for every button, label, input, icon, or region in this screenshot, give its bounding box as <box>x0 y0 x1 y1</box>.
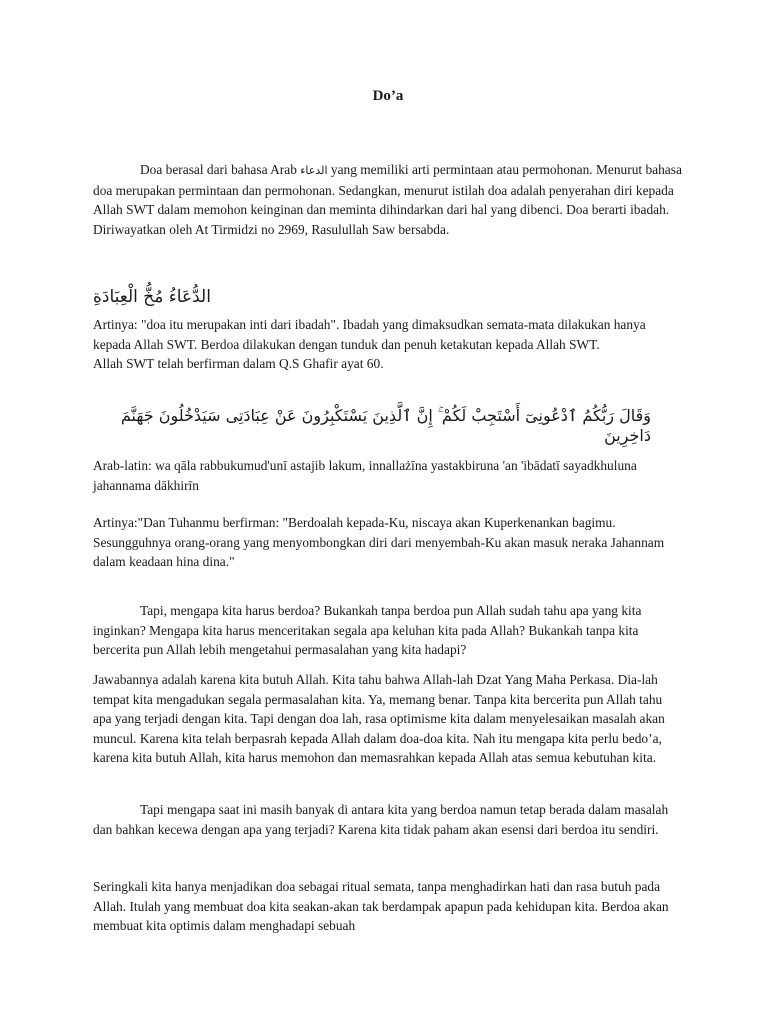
hadith-arabic: الدُّعَاءُ مُخُّ الْعِبَادَةِ <box>93 287 211 307</box>
hadith-meaning <box>93 315 683 374</box>
verse-arabic: وَقَالَ رَبُّكُمُ ٱدْعُونِىٓ أَسْتَجِبْ لَكُمْ ۚ إِنَّ ٱلَّذِينَ يَسْتَكْبِرُونَ عَنْ عِبَادَتِى سَيَدْخُلُونَ جَهَنَّمَ دَاخِرِينَ <box>120 406 651 445</box>
intro-arabic-word: الدعاء <box>300 164 328 177</box>
paragraph-2: Jawabannya adalah karena kita butuh Allah. Kita tahu bahwa Allah-lah Dzat Yang Maha Perkasa. Dia-lah tempat kita mengadukan segala permasalahan kita. Ya, memang benar. Tanpa kita bercerita pun Allah tahu apa yang terjadi dengan kita. Tapi dengan doa lah, rasa optimisme kita dalam menyelesaikan masalah akan muncul. Karena kita telah berpasrah kepada Allah dalam doa-doa kita. Nah itu mengapa kita perlu bedo’a, karena kita butuh Allah, kita harus memohon dan memasrahkan kepada Allah atas semua kebutuhan kita. <box>93 672 665 765</box>
paragraph-4: Seringkali kita hanya menjadikan doa sebagai ritual semata, tanpa menghadirkan hati dan rasa butuh pada Allah. Itulah yang membuat doa kita seakan-akan tak berdampak apapun pada kehidupan kita. Berdoa akan membuat kita optimis dalam menghadapi sebuah <box>93 879 669 933</box>
intro-paragraph <box>93 160 683 239</box>
arab-latin: Arab-latin: wa qāla rabbukumud'unī astajib lakum, innallażīna yastakbiruna 'an 'ibādatī sayadkhuluna jahannama dākhirīn <box>93 458 637 493</box>
verse-meaning: Artinya:"Dan Tuhanmu berfirman: "Berdoalah kepada-Ku, niscaya akan Kuperkenankan bagimu. Sesungguhnya orang-orang yang menyombongkan diri dari menyembah-Ku akan masuk neraka Jahannam dalam keadaan hina dina." <box>93 515 665 569</box>
paragraph-1: Tapi, mengapa kita harus berdoa? Bukankah tanpa berdoa pun Allah sudah tahu apa yang kita inginkan? Mengapa kita harus menceritakan segala apa keluhan kita pada Allah? Bukankah tanpa kita bercerita pun Allah lebih mengetahui permasalahan yang kita hadapi? <box>93 603 642 657</box>
hadith-meaning-text: Artinya: "doa itu merupakan inti dari ibadah". Ibadah yang dimaksudkan semata-mata dilakukan hanya kepada Allah SWT. Berdoa dilakukan dengan tunduk dan penuh ketakutan kepada Allah SWT. <box>93 317 646 352</box>
intro-text-after: yang memiliki arti permintaan atau permohonan. Menurut bahasa doa merupakan permintaan dan permohonan. Sedangkan, menurut istilah doa adalah penyerahan diri kepada Allah SWT dalam memohon keinginan dan meminta dihindarkan dari hal yang dibenci. Doa berarti ibadah. Diriwayatkan oleh At Tirmidzi no 2969, Rasulullah Saw bersabda. <box>93 162 682 237</box>
verse-intro-text: Allah SWT telah berfirman dalam Q.S Ghafir ayat 60. <box>93 356 384 371</box>
paragraph-3: Tapi mengapa saat ini masih banyak di antara kita yang berdoa namun tetap berada dalam masalah dan bahkan kecewa dengan apa yang terjadi? Karena kita tidak paham akan esensi dari berdoa itu sendiri. <box>93 802 669 837</box>
document-title: Do’a <box>372 88 404 104</box>
intro-text-before: Doa berasal dari bahasa Arab <box>140 162 301 177</box>
